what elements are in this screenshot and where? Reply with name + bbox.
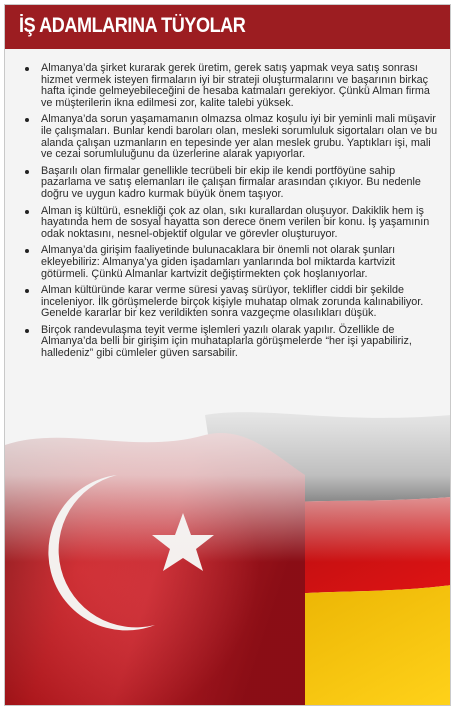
- tip-text: Almanya’da sorun yaşamamanın olmazsa olmaz koşulu iyi bir yeminli mali müşavir ile çalışmaları. Bunlar kendi baroları olan, mesleki sorumluluk sigortaları olan ve bu alanda çalışan uzmanların en tepesinde yer alan meslek grubu. Yaptıkları işi, mali ve cezai sorumluluğunu da üzerlerine alarak yapıyorlar.: [41, 113, 438, 161]
- tips-content: [19, 63, 443, 365]
- list-item: [19, 166, 443, 201]
- list-item: [19, 325, 443, 360]
- bullet-icon: [25, 249, 29, 253]
- bullet-icon: [25, 170, 29, 174]
- list-item: [19, 63, 443, 109]
- header-banner: [5, 5, 450, 49]
- bullet-icon: [25, 67, 29, 71]
- list-item: [19, 206, 443, 241]
- tip-text: Almanya’da şirket kurarak gerek üretim, gerek satış yapmak veya satış sonrası hizmet vermek isteyen firmaların iyi bir strateji oluşturmalarını ve başarının birkaç hafta içinde gelmeyebileceğini de hesaba katmaları gerekiyor. Çünkü Alman firma ve müşterilerin ikna edilmesi zor, kalite talebi yüksek.: [41, 62, 430, 109]
- bullet-icon: [25, 289, 29, 293]
- bullet-icon: [25, 329, 29, 333]
- tip-text: Almanya’da girişim faaliyetinde bulunacaklara bir önemli not olarak şunları ekleyebiliriz: Almanya’ya giden işadamları yanlarında bol miktarda kartvizit götürmeli. Çünkü Almanlar kartvizit değiştirmekten çok hoşlanıyorlar.: [41, 244, 396, 280]
- bullet-icon: [25, 210, 29, 214]
- tip-text: Alman iş kültürü, esnekliği çok az olan, sıkı kurallardan oluşuyor. Dakiklik hem iş hayatında hem de sosyal hayatta son derece önem verilen bir konu. İş yaşamının odak noktasını, nesnel-objektif olgular ve görevler oluşturuyor.: [41, 204, 430, 240]
- tips-list: [19, 63, 443, 360]
- tip-text: Birçok randevulaşma teyit verme işlemleri yazılı olarak yapılır. Özellikle de Almanya’da belli bir girişim için muhataplarla görüşmelerde “her işi yapabiliriz, halledeniz” gibi cümleler güven sarsabilir.: [41, 323, 412, 360]
- infobox: [4, 4, 451, 706]
- list-item: [19, 245, 443, 280]
- bullet-icon: [25, 118, 29, 122]
- page-title: İŞ ADAMLARINA TÜYOLAR: [19, 14, 246, 37]
- tip-text: Başarılı olan firmalar genellikle tecrübeli bir ekip ile kendi portföyüne sahip pazarlama ve satış elemanları ile çalışan firmalar arasından çıkıyor. Bu nedenle doğru ve uygun kadro kurmak büyük önem taşıyor.: [41, 164, 421, 200]
- list-item: [19, 114, 443, 160]
- tip-text: Alman kültüründe karar verme süresi yavaş sürüyor, teklifler ciddi bir şekilde inceleniyor. İlk görüşmelerde birçok kişiyle muhatap olmak zorunda kalınabiliyor. Genelde kararlar bir kez verildikten sonra vazgeçme olasılıkları düşük.: [41, 284, 424, 320]
- flags-image: [5, 385, 450, 705]
- list-item: [19, 285, 443, 320]
